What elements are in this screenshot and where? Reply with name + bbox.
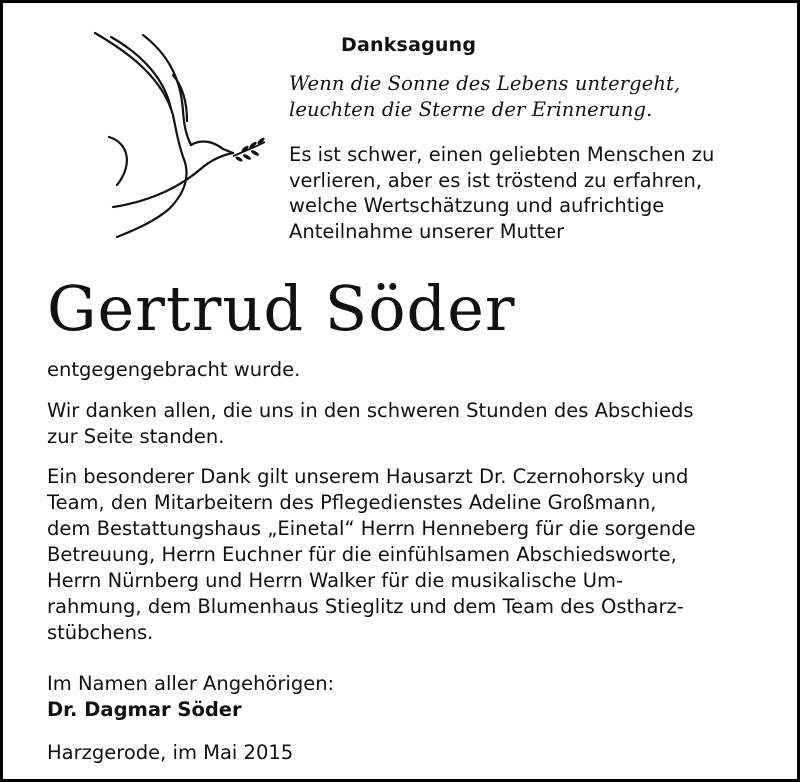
closing-line: Im Namen aller Angehörigen: bbox=[47, 672, 335, 695]
intro-line: Es ist schwer, einen geliebten Menschen zu bbox=[289, 143, 715, 166]
heading: Danksagung bbox=[341, 34, 477, 56]
paragraph-line: Ein besonderer Dank gilt unserem Hausarzt Dr. Czernohorsky und bbox=[47, 465, 689, 488]
paragraph-line: Team, den Mitarbeitern des Pflegedienstes Adeline Großmann, bbox=[47, 491, 657, 514]
dove-icon bbox=[73, 25, 273, 245]
paragraph-special-thanks bbox=[47, 464, 787, 646]
paragraph-line: Betreuung, Herrn Euchner für die einfühlsamen Abschiedsworte, bbox=[47, 543, 677, 566]
intro-line: verlieren, aber es ist tröstend zu erfahren, bbox=[289, 168, 703, 192]
paragraph-line: zur Seite standen. bbox=[47, 425, 225, 448]
paragraph-received bbox=[47, 357, 787, 383]
motto-quote bbox=[289, 71, 789, 123]
paragraph-line: dem Bestattungshaus „Einetal“ Herrn Henneberg für die sorgende bbox=[47, 517, 696, 540]
paragraph-line: Wir danken allen, die uns in den schweren Stunden des Abschieds bbox=[47, 399, 694, 422]
signer-name: Dr. Dagmar Söder bbox=[47, 698, 242, 721]
intro-text bbox=[289, 142, 789, 244]
paragraph-line: Herrn Nürnberg und Herrn Walker für die musikalische Um- bbox=[47, 569, 624, 592]
paragraph-line: rahmung, dem Blumenhaus Stieglitz und dem Team des Ostharz- bbox=[47, 595, 684, 618]
paragraph-thanks bbox=[47, 398, 787, 450]
paragraph-line: entgegengebracht wurde. bbox=[47, 358, 301, 381]
deceased-name: Gertrud Söder bbox=[47, 272, 516, 345]
intro-line: welche Wertschätzung und aufrichtige bbox=[289, 194, 665, 217]
place-and-date: Harzgerode, im Mai 2015 bbox=[47, 741, 294, 764]
motto-line: Wenn die Sonne des Lebens untergeht, bbox=[289, 72, 681, 95]
motto-line: leuchten die Sterne der Erinnerung. bbox=[289, 98, 653, 121]
paragraph-line: stübchens. bbox=[47, 621, 154, 644]
intro-line: Anteilnahme unserer Mutter bbox=[289, 219, 565, 243]
